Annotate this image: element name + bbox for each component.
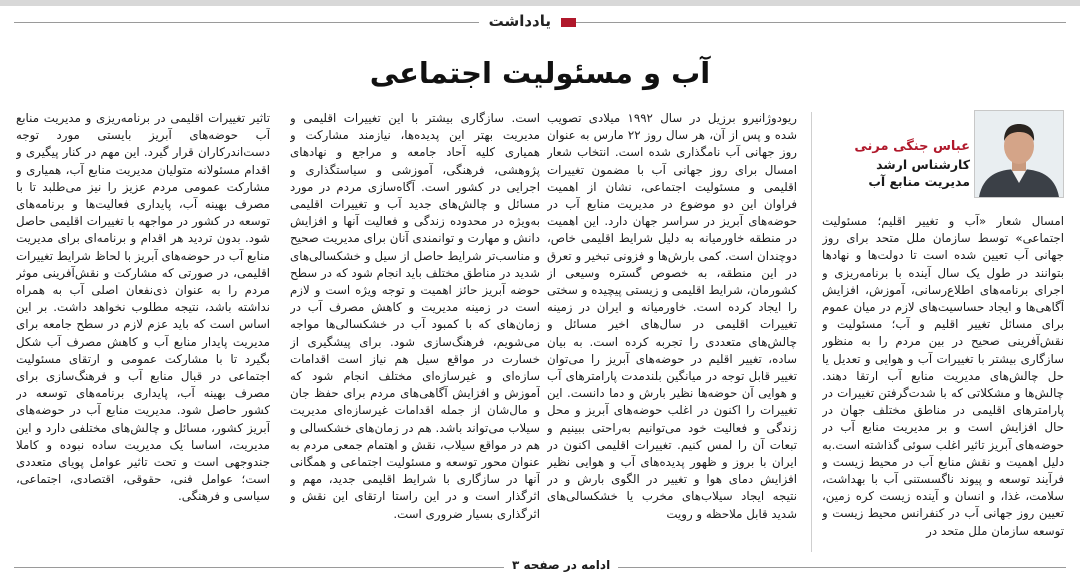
- column-1-text: امسال شعار «آب و تغییر اقلیم؛ مسئولیت اجتماعی» توسط سازمان ملل متحد برای روز جهانی آب تعیین شده است تا دولت‌ها و نهادها بتوانند در طول یک سال آینده با برنامه‌ریزی و اجرای برنامه‌های اطلاع‌رسانی، آموزش، افزایش آگاهی‌ها و ایجاد حساسیت‌های لازم در میان عموم برای مسائل تغییر اقلیم و آب؛ مسئولیت و نقش‌آفرینی صحیح در بین مردم را به منظور سازگاری بیشتر با تغییرات آب و هوایی و تعدیل یا حل چالش‌های مدیریت منابع آب ارتقا دهند. چالش‌ها و مشکلاتی که با شدت‌گرفتن تغییرات در پارامترهای اقلیمی در مناطق مختلف جهان در حال افزایش است و بر مدیریت منابع آب در حوضه‌های آبریز تاثیر اغلب سوئی گذاشته است.به دلیل اهمیت و نقش منابع آب در محیط زیست و فرآیند توسعه و پیوند ناگسستنی آب با بهداشت، سلامت، غذا، و انسان و آینده زیست کره زمین، تعیین روز جهانی آب در کنفرانس محیط زیست و توسعه سازمان ملل متحد در: [822, 214, 1064, 538]
- author-portrait-icon: [975, 111, 1063, 197]
- article-column-2: [547, 110, 797, 558]
- article-headline: آب و مسئولیت اجتماعی: [369, 56, 711, 90]
- column-2-text: ریودوژانیرو برزیل در سال ۱۹۹۲ میلادی تصویب شده و پس از آن، هر سال روز ۲۲ مارس به عنوان روز جهانی آب نامگذاری شده است. انتخاب شعار امسال برای روز جهانی آب با مضمون تغییرات اقلیمی و مسئولیت اجتماعی، نشان از اهمیت فراوان این دو موضوع در مدیریت منابع آب در حوضه‌های آبریز در سراسر جهان دارد. این اهمیت در منطقه خاورمیانه به دلیل شرایط اقلیمی خاص، دوچندان است. کمی بارش‌ها و فزونی تبخیر و تعرق در این منطقه، به خصوص گستره وسیعی از کشورمان، شرایط اقلیمی و زیستی پیچیده و سختی را ایجاد کرده است. خاورمیانه و ایران در زمینه تغییرات اقلیمی در سال‌های اخیر مسائل و چالش‌های متعددی را تجربه کرده است. به بیان ساده، تغییر اقلیم در حوضه‌های آبریز را می‌توان تغییر قابل توجه در میانگین بلندمدت پارامترهای آب و هوایی آن حوضه‌ها نظیر بارش و دما دانست. این تغییرات را اکنون در اغلب حوضه‌های آبریز و محل زندگی و فعالیت خود می‌توانیم به‌راحتی ببینیم و تبعات آن را لمس کنیم. تغییرات اقلیمی اکنون در ایران با بروز و ظهور پدیده‌های آب و هوایی نظیر افزایش دمای هوا و تغییر در الگوی بارش و در نتیجه ایجاد سیلاب‌های مخرب یا خشکسالی‌های شدید قابل ملاحظه و رویت: [547, 111, 797, 521]
- article-column-3: [290, 110, 540, 558]
- author-text: [840, 138, 970, 190]
- author-name: عباس جنگی مرنی: [854, 139, 970, 154]
- continuation-note: ادامه در صفحه ۳: [504, 558, 618, 572]
- section-label: یادداشت: [479, 12, 561, 30]
- column-3-text: است. سازگاری بیشتر با این تغییرات اقلیمی و مدیریت بهتر این پدیده‌ها، نیازمند مشارکت و همیاری کلیه آحاد جامعه و مراجع و نهادهای پژوهشی، فرهنگی، آموزشی و سیاستگذاری و اجرایی در کشور است. آگاه‌سازی مردم در مورد مسائل و چالش‌های جدید آب و تغییرات اقلیمی به‌ویژه در محدوده زندگی و فعالیت آنها و افزایش دانش و مهارت و توانمندی آنان برای مدیریت صحیح و مناسب‌تر شرایط حاصل از سیل و خشکسالی‌های شدید در مناطق مختلف باید انجام شود که در سطح حوضه آبریز حائز اهمیت و توجه ویژه است و لازم است در زمینه مدیریت و کاهش مصرف آب در زمان‌های که با کمبود آب در خشکسالی‌ها مواجه می‌شویم، فرهنگ‌سازی شود. برای پیشگیری از خسارت در مواقع سیل هم نیاز است اقدامات سازه‌ای و غیرسازه‌ای مختلف انجام شود که آموزش و افزایش آگاهی‌های مردم برای حفظ جان و مال‌شان از جمله اقدامات غیرسازه‌ای مدیریت سیلاب می‌تواند باشد. هم در زمان‌های خشکسالی و هم در مواقع سیلاب، نقش و اهتمام جمعی مردم به عنوان محور توسعه و مسئولیت اجتماعی و همگانی آنها در سازگاری با شرایط اقلیمی جدید، مهم و اثرگذار است و در این راستا ارتقای این نقش و اثرگذاری بسیار ضروری است.: [290, 111, 540, 521]
- author-box: [842, 110, 1064, 200]
- section-header-bar: [14, 14, 1066, 32]
- column-divider: [811, 112, 812, 552]
- column-4-text: تاثیر تغییرات اقلیمی در برنامه‌ریزی و مدیریت منابع آب حوضه‌های آبریز بایستی مورد توجه دست‌اندرکاران قرار گیرد. این مهم در کنار پیگیری و اقدام مسئولانه متولیان مدیریت منابع آب، همیاری و مشارکت عمومی مردم عزیز را نیز می‌طلبد تا با مصرف بهینه آب، پایداری فعالیت‌ها و برنامه‌های توسعه در کشور در مواجهه با تغییرات اقلیمی حاصل شود. بدون تردید هر اقدام و برنامه‌ای برای مدیریت منابع آب در حوضه‌های آبریز با لحاظ شرایط تغییرات اقلیمی، در صورتی که مشارکت و نقش‌آفرینی موثر مردم را به عنوان ذی‌نفعان اصلی آب به همراه نداشته باشد، نتیجه مطلوب نخواهد داشت. بر این اساس است که باید عزم لازم در سطح جامعه برای مدیریت پایدار منابع آب و کاهش مصرف آب شکل بگیرد تا با مشارکت عمومی و ارتقای مسئولیت اجتماعی در قبال منابع آب و فرهنگ‌سازی برای مصرف بهینه آب، پایداری برنامه‌های توسعه در کشور حاصل شود. مدیریت منابع آب در حوضه‌های آبریز کشور، مسائل و چالش‌های مختلفی دارد و این مدیریت، اساسا یک مدیریت ساده نبوده و کاملا جندوجهی است و تحت تاثیر عوامل پویای متعددی است؛ عوامل فنی، حقوقی، اقتصادی، اجتماعی، سیاسی و فرهنگی.: [16, 111, 270, 504]
- author-photo: [974, 110, 1064, 198]
- top-rule: [0, 0, 1080, 6]
- article-column-1: [822, 213, 1064, 558]
- article-column-4: [16, 110, 270, 558]
- continuation-bar: [14, 559, 1066, 575]
- author-title: کارشناس ارشد مدیریت منابع آب: [868, 157, 970, 189]
